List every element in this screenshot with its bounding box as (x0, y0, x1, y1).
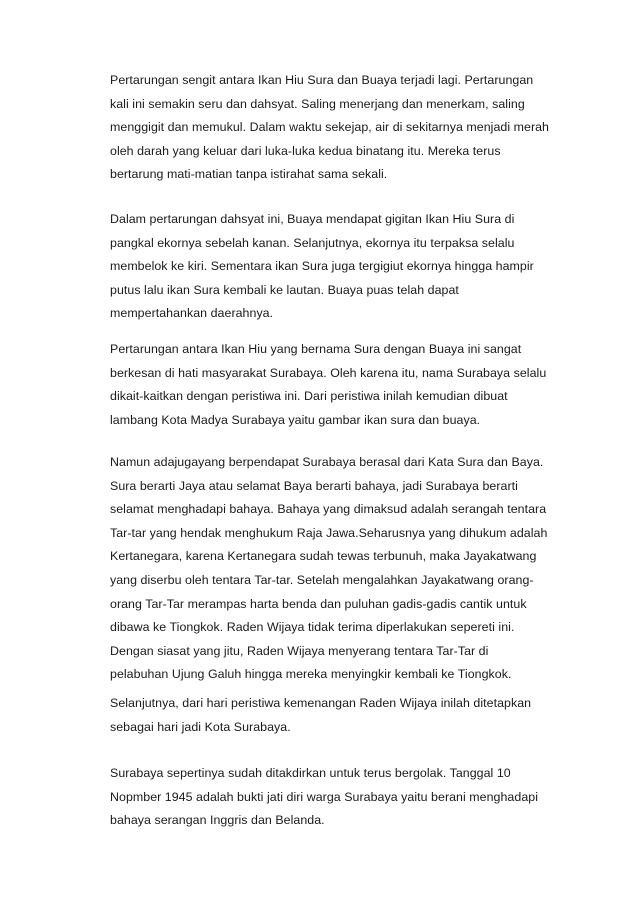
text-line: lambang Kota Madya Surabaya yaitu gambar ikan sura dan buaya. (110, 412, 481, 427)
paragraph-2 (110, 208, 580, 326)
text-line: sebagai hari jadi Kota Surabaya. (110, 719, 291, 734)
text-line: Pertarungan antara Ikan Hiu yang bernama Sura dengan Buaya ini sangat (110, 342, 522, 356)
text-line: dikait-kaitkan dengan peristiwa ini. Dari peristiwa inilah kemudian dibuat (110, 389, 508, 404)
text-line: Nopmber 1945 adalah bukti jati diri warga Surabaya yaitu berani menghadapi (110, 789, 538, 804)
text-line: pelabuhan Ujung Galuh hingga mereka menyingkir kembali ke Tiongkok. (110, 667, 512, 682)
text-line: selamat menghadapi bahaya. Bahaya yang dimaksud adalah serangah tentara (110, 502, 547, 517)
text-line: orang Tar-Tar merampas harta benda dan puluhan gadis-gadis cantik untuk (110, 596, 527, 611)
text-line: Pertarungan sengit antara Ikan Hiu Sura dan Buaya terjadi lagi. Pertarungan (110, 73, 534, 87)
text-line: dibawa ke Tiongkok. Raden Wijaya tidak terima diperlakukan sepereti ini. (110, 620, 515, 635)
text-line: Selanjutnya, dari hari peristiwa kemenangan Raden Wijaya inilah ditetapkan (110, 696, 532, 710)
text-line: bertarung mati-matian tanpa istirahat sama sekali. (110, 167, 388, 182)
text-line: Tar-tar yang hendak menghukum Raja Jawa.Seharusnya yang dihukum adalah (110, 525, 548, 540)
text-line: menggigit dan memukul. Dalam waktu sekejap, air di sekitarnya menjadi merah (110, 120, 550, 135)
text-line: putus lalu ikan Sura kembali ke lautan. Buaya puas telah dapat (110, 282, 459, 297)
text-line: Sura berarti Jaya atau selamat Baya berarti bahaya, jadi Surabaya berarti (110, 478, 518, 493)
text-line: Dalam pertarungan dahsyat ini, Buaya mendapat gigitan Ikan Hiu Sura di (110, 212, 515, 226)
text-line: kali ini semakin seru dan dahsyat. Saling menerjang dan menerkam, saling (110, 96, 525, 111)
paragraph-3 (110, 338, 580, 432)
text-line: bahaya serangan Inggris dan Belanda. (110, 813, 325, 828)
text-line: membelok ke kiri. Sementara ikan Sura juga tergigiut ekornya hingga hampir (110, 259, 534, 274)
text-line: Namun adajugayang berpendapat Surabaya berasal dari Kata Sura dan Baya. (110, 455, 544, 469)
text-line: mempertahankan daerahnya. (110, 306, 274, 321)
text-line: Kertanegara, karena Kertanegara sudah tewas terbunuh, maka Jayakatwang (110, 549, 537, 564)
text-line: pangkal ekornya sebelah kanan. Selanjutnya, ekornya itu terpaksa selalu (110, 235, 515, 250)
paragraph-6 (110, 762, 580, 833)
text-line: oleh darah yang keluar dari luka-luka kedua binatang itu. Mereka terus (110, 143, 501, 158)
text-line: Dengan siasat yang jitu, Raden Wijaya menyerang tentara Tar-Tar di (110, 643, 489, 658)
paragraph-4 (110, 451, 580, 687)
text-line: berkesan di hati masyarakat Surabaya. Oleh karena itu, nama Surabaya selalu (110, 365, 547, 380)
paragraph-1 (110, 69, 580, 187)
paragraph-5 (110, 692, 580, 739)
text-line: Surabaya sepertinya sudah ditakdirkan untuk terus bergolak. Tanggal 10 (110, 766, 511, 780)
text-line: yang diserbu oleh tentara Tar-tar. Setelah mengalahkan Jayakatwang orang- (110, 572, 534, 587)
